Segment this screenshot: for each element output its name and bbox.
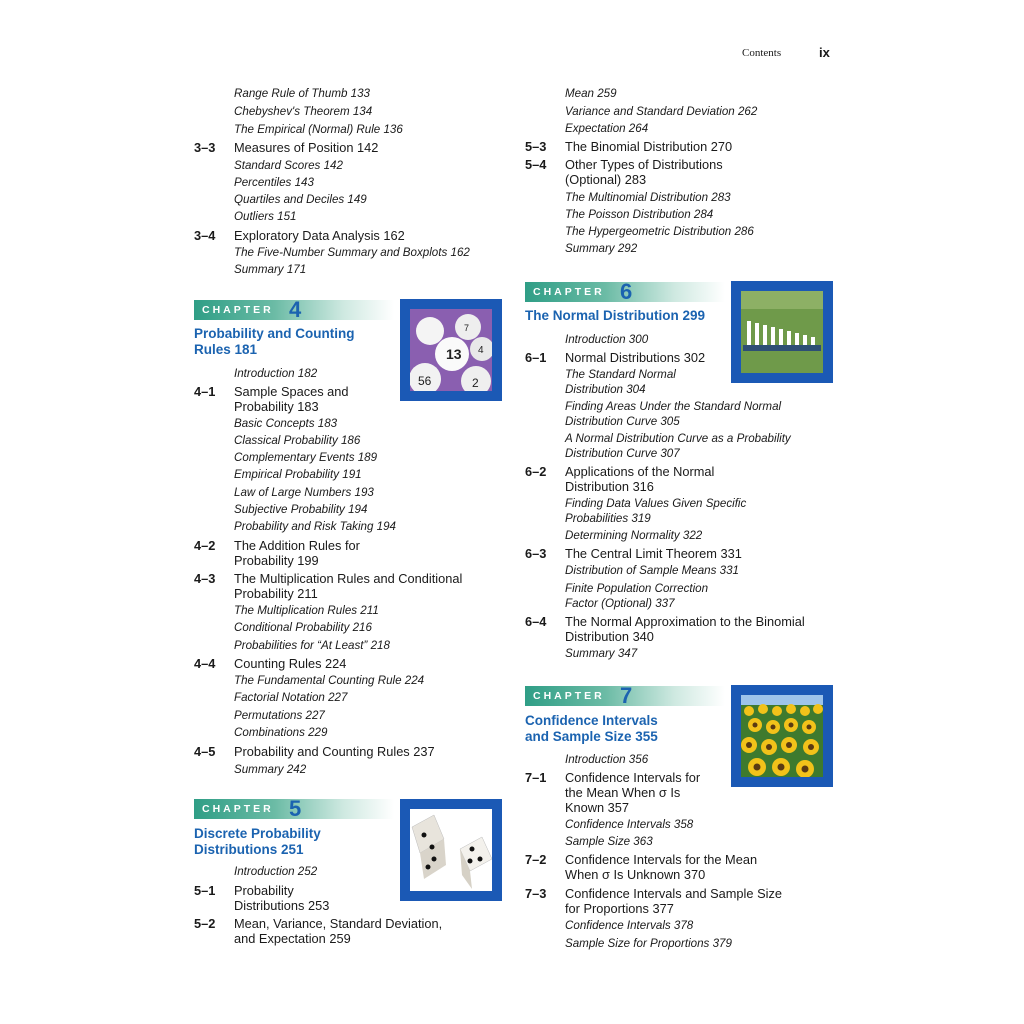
- toc-subentry: Law of Large Numbers 193: [234, 486, 374, 499]
- toc-entry: The Central Limit Theorem 331: [565, 546, 742, 561]
- section-number: 4–3: [194, 571, 216, 586]
- toc-subentry: Sample Size for Proportions 379: [565, 937, 732, 950]
- toc-subentry: Outliers 151: [234, 210, 297, 223]
- toc-subentry: Distribution 304: [565, 383, 646, 396]
- toc-entry: Distribution 316: [565, 479, 654, 494]
- toc-entry: Distribution 340: [565, 629, 654, 644]
- toc-subentry: The Poisson Distribution 284: [565, 208, 714, 221]
- section-number: 5–1: [194, 883, 216, 898]
- toc-subentry: Confidence Intervals 378: [565, 919, 694, 932]
- toc-entry: The Normal Approximation to the Binomial: [565, 614, 805, 629]
- section-number: 4–2: [194, 538, 216, 553]
- section-number: 6–1: [525, 350, 547, 365]
- toc-entry: Confidence Intervals for: [565, 770, 701, 785]
- chapter-number: 4: [289, 297, 302, 322]
- toc-entry: Sample Spaces and: [234, 384, 349, 399]
- toc-subentry: The Empirical (Normal) Rule 136: [234, 123, 403, 136]
- running-header-label: Contents: [742, 47, 782, 59]
- chapter-label: CHAPTER: [533, 690, 605, 702]
- toc-entry: Normal Distributions 302: [565, 350, 706, 365]
- section-number: 3–3: [194, 140, 216, 155]
- chapter-title: and Sample Size 355: [525, 729, 658, 744]
- chapter-number: 6: [620, 279, 633, 304]
- toc-entry: Exploratory Data Analysis 162: [234, 228, 405, 243]
- chapter-title: Discrete Probability: [194, 826, 321, 841]
- toc-entry: The Multiplication Rules and Conditional: [234, 571, 463, 586]
- toc-subentry: Sample Size 363: [565, 835, 653, 848]
- svg-text:4: 4: [478, 345, 484, 356]
- toc-subentry: Classical Probability 186: [234, 434, 361, 447]
- toc-entry: for Proportions 377: [565, 901, 674, 916]
- toc-subentry: Summary 242: [234, 763, 307, 776]
- section-number: 6–4: [525, 614, 547, 629]
- chapter-label: CHAPTER: [533, 286, 605, 298]
- toc-subentry: Introduction 356: [565, 753, 649, 766]
- chapter-title: The Normal Distribution 299: [525, 308, 706, 323]
- page-number: ix: [819, 45, 830, 60]
- toc-subentry: Distribution of Sample Means 331: [565, 564, 739, 577]
- toc-entry: Probability 183: [234, 399, 319, 414]
- chapter-label: CHAPTER: [202, 304, 274, 316]
- section-number: 7–3: [525, 886, 547, 901]
- section-number: 5–3: [525, 139, 547, 154]
- section-number: 4–1: [194, 384, 216, 399]
- section-number: 4–5: [194, 744, 216, 759]
- toc-subentry: Percentiles 143: [234, 176, 314, 189]
- chapter-label: CHAPTER: [202, 803, 274, 815]
- toc-subentry: The Multiplication Rules 211: [234, 604, 379, 617]
- toc-subentry: Introduction 300: [565, 333, 649, 346]
- toc-entry: Distributions 253: [234, 898, 330, 913]
- dice-illustration: [410, 809, 492, 891]
- svg-text:2: 2: [472, 376, 479, 390]
- sunflowers-illustration: [741, 695, 823, 777]
- toc-entry: Applications of the Normal: [565, 464, 715, 479]
- toc-entry: Mean, Variance, Standard Deviation,: [234, 916, 443, 931]
- toc-subentry: Determining Normality 322: [565, 529, 703, 542]
- toc-subentry: Summary 347: [565, 647, 638, 660]
- section-number: 7–1: [525, 770, 547, 785]
- toc-subentry: Basic Concepts 183: [234, 417, 338, 430]
- chapter-photo-lottery-balls: [400, 299, 502, 401]
- toc-subentry: Empirical Probability 191: [234, 468, 362, 481]
- toc-subentry: The Multinomial Distribution 283: [565, 191, 731, 204]
- toc-subentry: Range Rule of Thumb 133: [234, 87, 370, 100]
- toc-entry: The Addition Rules for: [234, 538, 360, 553]
- chapter-photo-dice: [400, 799, 502, 901]
- toc-subentry: A Normal Distribution Curve as a Probability: [565, 432, 791, 445]
- toc-subentry: Quartiles and Deciles 149: [234, 193, 367, 206]
- toc-subentry: The Five-Number Summary and Boxplots 162: [234, 246, 470, 259]
- chapter-title: Rules 181: [194, 342, 258, 357]
- chapter-title: Probability and Counting: [194, 326, 355, 341]
- toc-subentry: Variance and Standard Deviation 262: [565, 105, 758, 118]
- section-number: 6–2: [525, 464, 547, 479]
- toc-subentry: Summary 171: [234, 263, 307, 276]
- rowing-boats-illustration: [741, 291, 823, 373]
- toc-subentry: Subjective Probability 194: [234, 503, 368, 516]
- chapter-photo-boats: [731, 281, 833, 383]
- toc-entry: (Optional) 283: [565, 172, 647, 187]
- toc-subentry: Factor (Optional) 337: [565, 597, 675, 610]
- toc-entry: The Binomial Distribution 270: [565, 139, 733, 154]
- chapter-number: 5: [289, 796, 302, 821]
- chapter-title: Distributions 251: [194, 842, 304, 857]
- toc-entry: Measures of Position 142: [234, 140, 379, 155]
- svg-text:13: 13: [446, 346, 462, 362]
- svg-text:7: 7: [464, 323, 470, 333]
- toc-entry: When σ Is Unknown 370: [565, 867, 706, 882]
- toc-subentry: Mean 259: [565, 87, 617, 100]
- section-number: 4–4: [194, 656, 216, 671]
- toc-subentry: Complementary Events 189: [234, 451, 378, 464]
- toc-subentry: Combinations 229: [234, 726, 328, 739]
- toc-entry: Probability 199: [234, 553, 319, 568]
- toc-subentry: Probabilities for “At Least” 218: [234, 639, 390, 652]
- toc-subentry: Probability and Risk Taking 194: [234, 520, 396, 533]
- chapter-number: 7: [620, 683, 633, 708]
- toc-entry: Known 357: [565, 800, 630, 815]
- section-number: 5–4: [525, 157, 547, 172]
- toc-subentry: Introduction 182: [234, 367, 318, 380]
- toc-subentry: The Hypergeometric Distribution 286: [565, 225, 754, 238]
- toc-subentry: The Fundamental Counting Rule 224: [234, 674, 425, 687]
- toc-entry: the Mean When σ Is: [565, 785, 681, 800]
- toc-subentry: Expectation 264: [565, 122, 649, 135]
- toc-subentry: Permutations 227: [234, 709, 325, 722]
- toc-entry: Probability 211: [234, 586, 318, 601]
- toc-subentry: Distribution Curve 307: [565, 447, 680, 460]
- toc-subentry: Chebyshev's Theorem 134: [234, 105, 373, 118]
- section-number: 7–2: [525, 852, 547, 867]
- svg-text:56: 56: [418, 374, 432, 388]
- section-number: 5–2: [194, 916, 216, 931]
- toc-subentry: Conditional Probability 216: [234, 621, 372, 634]
- toc-subentry: Introduction 252: [234, 865, 318, 878]
- toc-entry: Probability and Counting Rules 237: [234, 744, 435, 759]
- toc-subentry: Confidence Intervals 358: [565, 818, 694, 831]
- toc-entry: Other Types of Distributions: [565, 157, 723, 172]
- toc-subentry: Summary 292: [565, 242, 638, 255]
- toc-subentry: Distribution Curve 305: [565, 415, 680, 428]
- section-number: 3–4: [194, 228, 216, 243]
- chapter-photo-sunflowers: [731, 685, 833, 787]
- toc-subentry: The Standard Normal: [565, 368, 676, 381]
- lottery-balls-illustration: [410, 309, 492, 391]
- toc-entry: Confidence Intervals and Sample Size: [565, 886, 782, 901]
- toc-entry: Probability: [234, 883, 294, 898]
- chapter-title: Confidence Intervals: [525, 713, 658, 728]
- toc-subentry: Finite Population Correction: [565, 582, 709, 595]
- toc-subentry: Standard Scores 142: [234, 159, 343, 172]
- toc-subentry: Finding Data Values Given Specific: [565, 497, 747, 510]
- toc-subentry: Probabilities 319: [565, 512, 651, 525]
- toc-entry: Counting Rules 224: [234, 656, 347, 671]
- toc-subentry: Finding Areas Under the Standard Normal: [565, 400, 782, 413]
- toc-entry: Confidence Intervals for the Mean: [565, 852, 758, 867]
- toc-subentry: Factorial Notation 227: [234, 691, 348, 704]
- section-number: 6–3: [525, 546, 547, 561]
- toc-entry: and Expectation 259: [234, 931, 351, 946]
